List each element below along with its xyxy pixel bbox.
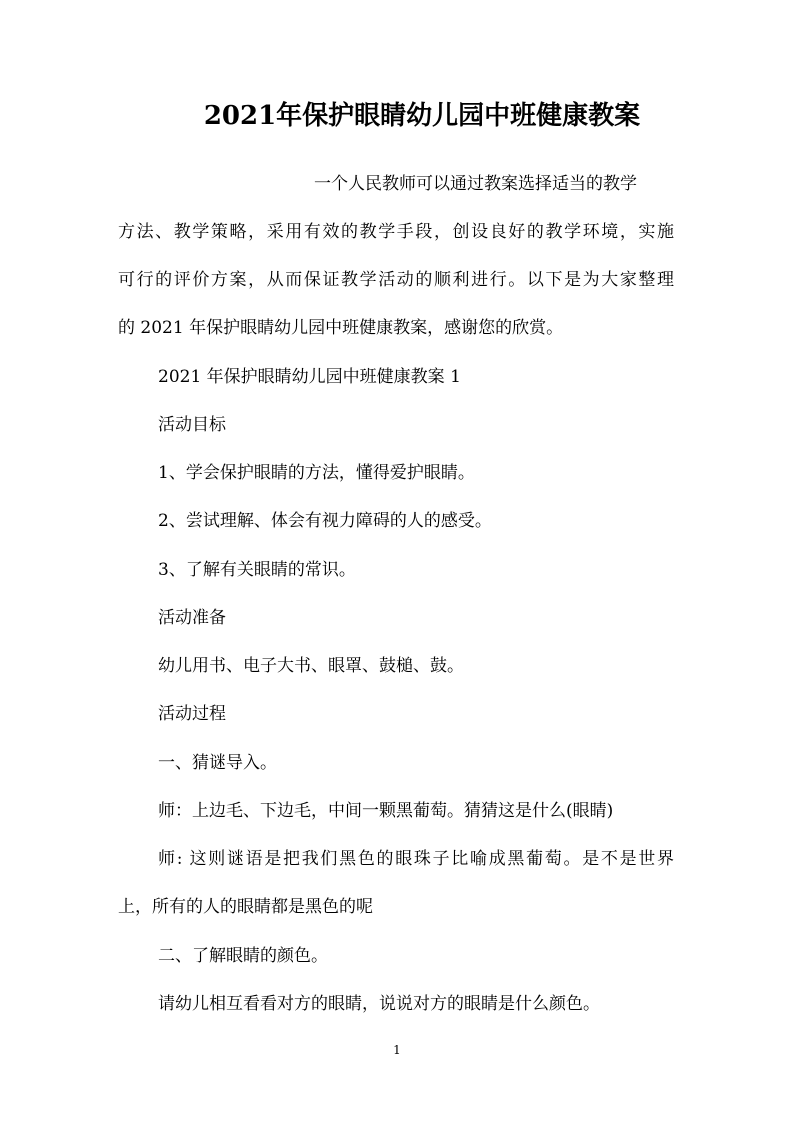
- paragraph-line: 上，所有的人的眼睛都是黑色的呢: [118, 897, 373, 917]
- paragraph-line: 幼儿用书、电子大书、眼罩、鼓槌、鼓。: [158, 656, 464, 676]
- paragraph-line: 师：上边毛、下边毛，中间一颗黑葡萄。猜猜这是什么(眼睛): [158, 801, 614, 821]
- page-number: 1: [393, 1043, 401, 1057]
- paragraph-line: 的 2021 年保护眼睛幼儿园中班健康教案，感谢您的欣赏。: [118, 318, 564, 338]
- list-item: 3、了解有关眼睛的常识。: [158, 560, 356, 580]
- section-heading: 活动过程: [158, 704, 226, 724]
- section-heading: 活动准备: [158, 608, 226, 628]
- paragraph-line: 可行的评价方案，从而保证教学活动的顺利进行。以下是为大家整理: [118, 270, 674, 290]
- paragraph-line: 方法、教学策略，采用有效的教学手段，创设良好的教学环境，实施: [118, 222, 674, 242]
- paragraph-line: 师: 这则谜语是把我们黑色的眼珠子比喻成黑葡萄。是不是世界: [158, 849, 674, 869]
- list-item: 2、尝试理解、体会有视力障碍的人的感受。: [158, 511, 492, 531]
- section-heading: 2021 年保护眼睛幼儿园中班健康教案 1: [158, 367, 461, 387]
- list-item: 1、学会保护眼睛的方法，懂得爱护眼睛。: [158, 463, 475, 483]
- paragraph-line: 一个人民教师可以通过教案选择适当的教学: [314, 174, 637, 194]
- paragraph-line: 请幼儿相互看看对方的眼睛，说说对方的眼睛是什么颜色。: [158, 994, 600, 1014]
- paragraph-line: 一、猜谜导入。: [158, 753, 277, 773]
- section-heading: 活动目标: [158, 415, 226, 435]
- paragraph-line: 二、了解眼睛的颜色。: [158, 946, 328, 966]
- document-title: 2021年保护眼睛幼儿园中班健康教案: [203, 101, 641, 131]
